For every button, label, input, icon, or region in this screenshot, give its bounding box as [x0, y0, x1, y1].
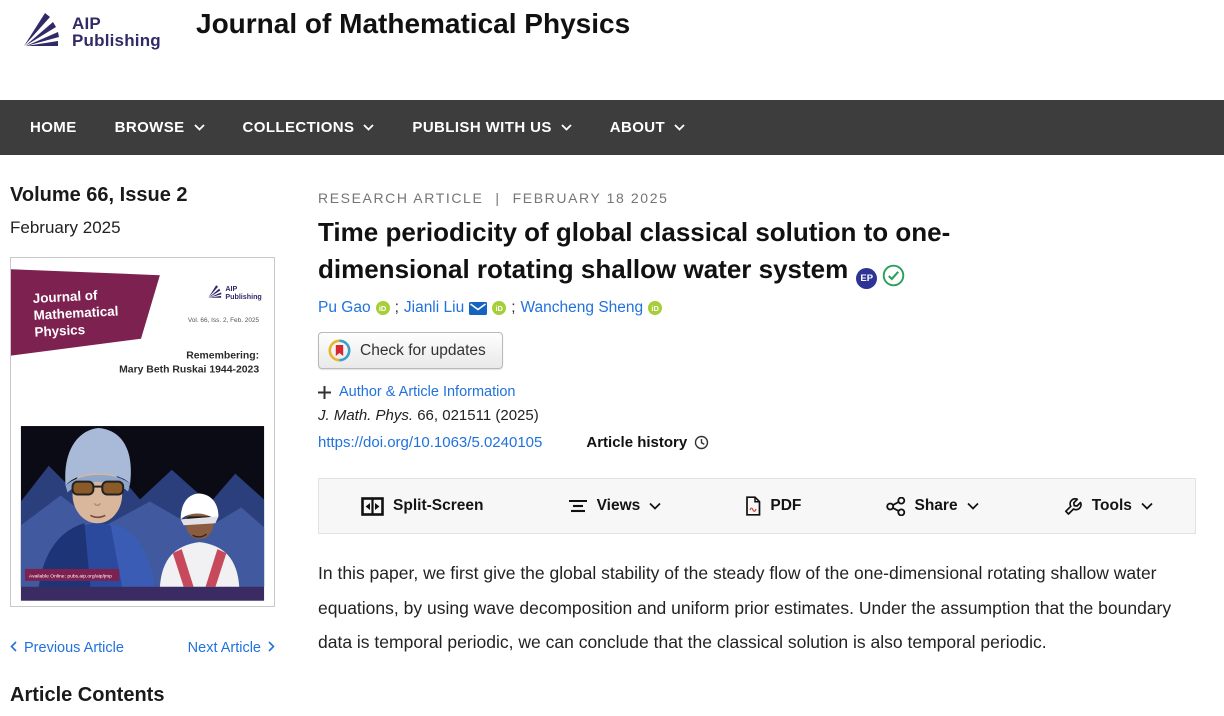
cover-footer-note: Available Online: pubs.aip.org/aip/jmp — [28, 574, 112, 580]
free-access-check-icon[interactable] — [882, 260, 905, 297]
nav-collections[interactable] — [243, 119, 375, 136]
cover-memorial-line1: Remembering: — [186, 350, 260, 362]
author-article-information-toggle[interactable] — [318, 384, 516, 400]
site-header — [0, 0, 1224, 100]
svg-text:Publishing: Publishing — [225, 293, 262, 302]
nav-about-label: ABOUT — [609, 119, 666, 136]
article-history-toggle[interactable] — [586, 434, 709, 451]
journal-title[interactable]: Journal of Mathematical Physics — [196, 8, 631, 39]
nav-about[interactable] — [610, 119, 685, 136]
nav-home[interactable] — [30, 119, 77, 136]
nav-browse-label: BROWSE — [114, 119, 185, 136]
chevron-down-icon — [561, 124, 572, 131]
article-history-label: Article history — [586, 434, 688, 451]
citation-journal: J. Math. Phys. — [318, 407, 414, 424]
tools-button[interactable] — [1063, 496, 1153, 516]
previous-article-label: Previous Article — [24, 640, 124, 656]
issue-date: February 2025 — [10, 218, 121, 237]
issue-heading: Volume 66, Issue 2 — [10, 184, 188, 206]
check-for-updates-label: Check for updates — [360, 341, 486, 359]
views-button[interactable] — [568, 497, 662, 515]
citation-year: (2025) — [495, 407, 539, 424]
orcid-icon[interactable]: iD — [648, 301, 662, 315]
tools-label: Tools — [1091, 497, 1132, 514]
logo-line2: Publishing — [72, 30, 161, 50]
aip-publishing-logo[interactable] — [22, 10, 161, 53]
pdf-label: PDF — [770, 497, 802, 514]
article-date: FEBRUARY 18 2025 — [512, 190, 669, 206]
chevron-down-icon — [1141, 502, 1153, 510]
logo-line1: AIP — [72, 13, 101, 33]
chevron-left-icon — [10, 640, 17, 656]
citation-article-number: 021511 — [442, 407, 492, 424]
share-button[interactable] — [886, 497, 979, 516]
orcid-icon[interactable]: iD — [492, 301, 506, 315]
chevron-down-icon — [674, 124, 685, 131]
check-for-updates-button[interactable] — [318, 332, 503, 369]
nav-home-label: HOME — [30, 119, 77, 136]
chevron-down-icon — [363, 124, 374, 131]
aip-fan-icon — [22, 10, 64, 53]
nav-publish-with-us[interactable] — [412, 119, 571, 136]
chevron-down-icon — [194, 124, 205, 131]
article-toolbar — [318, 478, 1196, 534]
svg-text:AIP: AIP — [225, 285, 238, 294]
author-link[interactable]: Pu Gao — [318, 299, 371, 316]
nav-publish-label: PUBLISH WITH US — [412, 119, 552, 136]
article-title: Time periodicity of global classical solution to one-dimensional rotating shallow water system — [318, 217, 951, 284]
previous-article-link[interactable] — [10, 640, 124, 656]
split-screen-label: Split-Screen — [393, 497, 484, 514]
cover-memorial-line2: Mary Beth Ruskai 1944-2023 — [119, 364, 260, 376]
pdf-file-icon — [745, 496, 761, 516]
views-label: Views — [596, 497, 641, 514]
pdf-button[interactable] — [745, 496, 801, 516]
split-screen-icon — [361, 497, 384, 516]
crossmark-icon — [328, 339, 351, 362]
cover-issue-line: Vol. 66, Iss. 2, Feb. 2025 — [187, 316, 260, 324]
kicker-separator: | — [495, 190, 501, 206]
article-title-block — [318, 214, 1088, 297]
nav-browse[interactable] — [115, 119, 205, 136]
cover-banner-line3: Physics — [34, 322, 86, 340]
chevron-down-icon — [967, 502, 979, 510]
cover-illustration — [21, 426, 264, 587]
next-article-link[interactable] — [188, 640, 275, 656]
doi-link[interactable]: https://doi.org/10.1063/5.0240105 — [318, 434, 543, 451]
chevron-right-icon — [268, 640, 275, 656]
email-icon[interactable] — [469, 302, 487, 315]
author-separator: ; — [511, 299, 516, 316]
nav-collections-label: COLLECTIONS — [242, 119, 355, 136]
main-nav — [0, 100, 1224, 155]
chevron-down-icon — [649, 502, 661, 510]
author-list — [318, 299, 662, 317]
ep-badge[interactable]: EP — [856, 268, 877, 289]
plus-icon — [318, 386, 331, 399]
citation-volume: 66, — [417, 407, 439, 424]
article-type: RESEARCH ARTICLE — [318, 190, 484, 206]
abstract-text: In this paper, we first give the global stability of the steady flow of the one-dimensional rotating shallow water equations, by using wave decomposition and uniform prior estimates. Under the assumption that the boundary data is temporal periodic, we can conclude that the classical solution is also temporal periodic. — [318, 563, 1172, 652]
views-icon — [568, 499, 588, 513]
cover-banner-line2: Mathematical — [33, 303, 119, 323]
next-article-label: Next Article — [187, 640, 261, 656]
author-link[interactable]: Jianli Liu — [403, 299, 465, 316]
wrench-icon — [1063, 496, 1083, 516]
author-separator: ; — [394, 299, 399, 316]
article-kicker — [318, 190, 668, 206]
orcid-icon[interactable]: iD — [376, 301, 390, 315]
author-link[interactable]: Wancheng Sheng — [520, 299, 644, 316]
author-info-label: Author & Article Information — [339, 384, 516, 400]
cover-banner-line1: Journal of — [32, 287, 98, 306]
issue-cover-image[interactable] — [10, 257, 275, 607]
article-contents-heading: Article Contents — [10, 684, 165, 706]
share-icon — [886, 497, 906, 516]
history-clock-icon — [694, 435, 709, 450]
share-label: Share — [914, 497, 958, 514]
split-screen-button[interactable] — [361, 497, 483, 516]
citation-line — [318, 407, 539, 424]
